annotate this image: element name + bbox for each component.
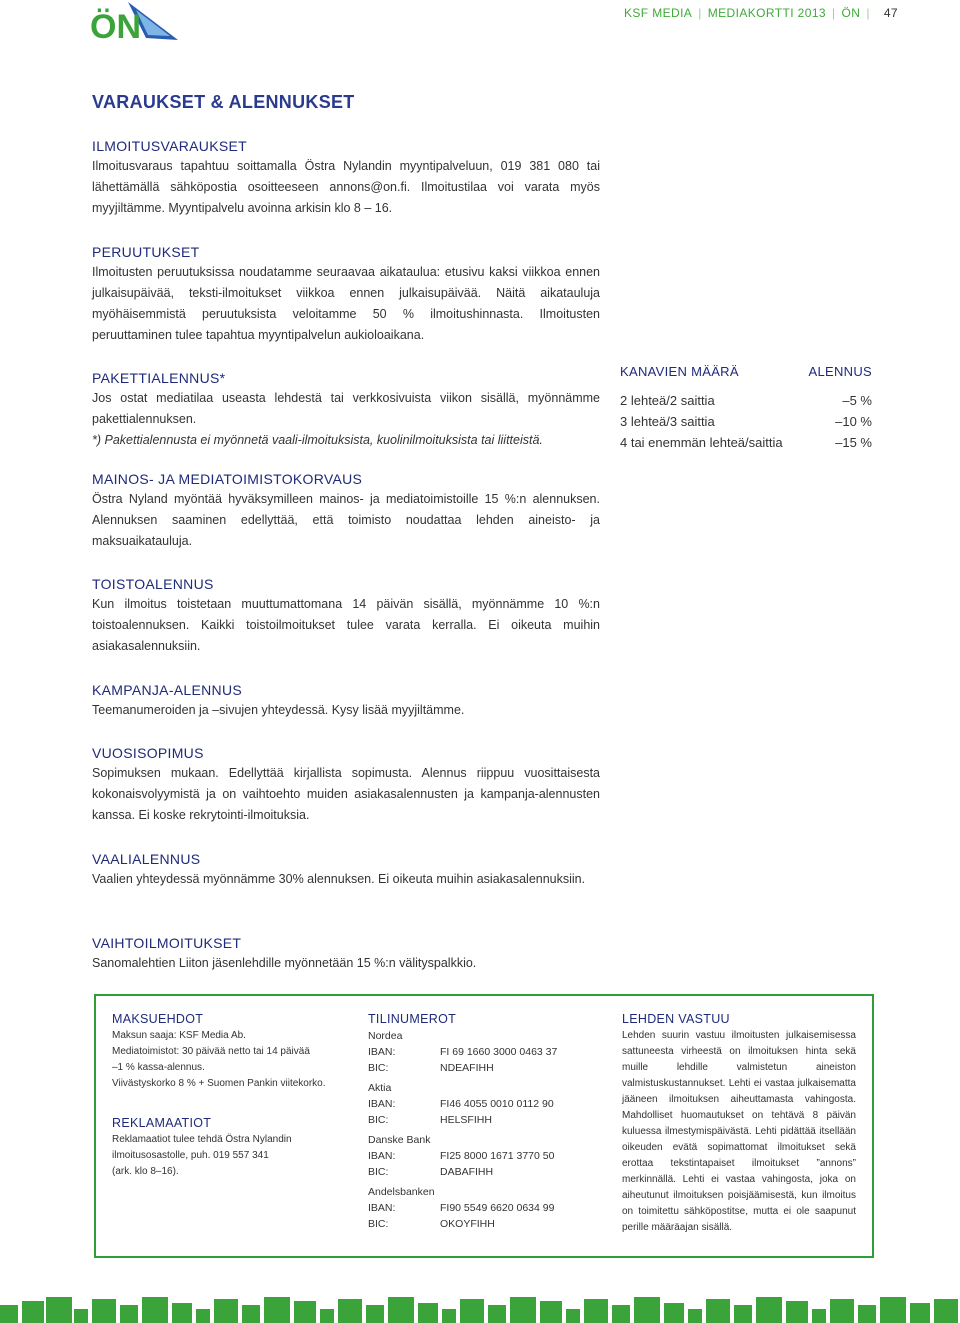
bank-name: Aktia xyxy=(368,1082,392,1094)
header-doc: MEDIAKORTTI 2013 xyxy=(707,6,826,20)
section-text: Sanomalehtien Liiton jäsenlehdille myönnetään 15 %:n välityspalkkio. xyxy=(92,956,477,970)
bank-bic: BIC: NDEAFIHH xyxy=(368,1062,494,1074)
footer-square xyxy=(142,1297,168,1323)
footer-square xyxy=(786,1301,808,1323)
box-heading: MAKSUEHDOT xyxy=(112,1012,204,1026)
table-row xyxy=(620,411,872,432)
section-title: KAMPANJA-ALENNUS xyxy=(92,682,243,698)
footer-square xyxy=(510,1297,536,1323)
section-toistoalennus xyxy=(92,574,600,657)
footer-square xyxy=(242,1305,260,1323)
footer-square xyxy=(664,1303,684,1323)
footer-square xyxy=(388,1297,414,1323)
footer-square xyxy=(540,1301,562,1323)
footer-square xyxy=(934,1299,958,1323)
section-title: VAIHTOILMOITUKSET xyxy=(92,935,242,951)
section-vaihtoilmoitukset xyxy=(92,933,600,974)
header-paper: ÖN xyxy=(841,6,861,20)
footer-square xyxy=(172,1303,192,1323)
box-heading: TILINUMEROT xyxy=(368,1012,457,1026)
footer-square xyxy=(830,1299,854,1323)
box-text: Lehden suurin vastuu ilmoitusten julkaisemisessa sattuneesta virheestä on ilmoituksen hinta sekä muille lehdille valmistetun aineiston valmistuskustannukset. Lehti ei vastaa julkaisematta jääneen ilmoituksen aiheuttamasta vahingosta. Mahdolliset huomautukset on tehtävä 8 päivän kuluessa ilmestymispäivästä. Lehti pidättää itsellään oikeuden evätä sopimattomat ilmoitukset sekä erottaa tekstintapaiset ilmoitukset ”annons” merkinnällä. Lehti ei vastaa vahingosta, joka on aiheutunut ilmoituksen poisjäämisestä, kun ilmoitus on toimitettu sähköpostitse, mutta ei ole saapunut perille määräajan sisällä. xyxy=(622,1030,856,1233)
section-text: Östra Nyland myöntää hyväksymilleen mainos- ja mediatoimistoille 15 %:n alennuksen. Alennuksen saaminen edellyttää, että toimisto noudattaa lehden aineisto- ja maksuaikatauluja. xyxy=(92,492,600,548)
bank-iban: IBAN: FI 69 1660 3000 0463 37 xyxy=(368,1046,558,1058)
footer-square xyxy=(734,1305,752,1323)
section-title: MAINOS- JA MEDIATOIMISTOKORVAUS xyxy=(92,471,363,487)
section-kampanja-alennus xyxy=(92,680,600,721)
box-heading: LEHDEN VASTUU xyxy=(622,1012,730,1026)
box-heading: REKLAMAATIOT xyxy=(112,1116,212,1130)
bank-name: Andelsbanken xyxy=(368,1186,435,1198)
footer-square xyxy=(418,1303,438,1323)
bank-iban: IBAN: FI25 8000 1671 3770 50 xyxy=(368,1150,555,1162)
bank-bic: BIC: HELSFIHH xyxy=(368,1114,492,1126)
on-logo xyxy=(90,0,180,44)
box-line: Viivästyskorko 8 % + Suomen Pankin viitekorko. xyxy=(112,1078,326,1089)
header-publisher: KSF MEDIA xyxy=(623,6,693,20)
bank-iban: IBAN: FI90 5549 6620 0634 99 xyxy=(368,1202,555,1214)
footer-square xyxy=(366,1305,384,1323)
discount-table xyxy=(620,362,872,453)
footer-square xyxy=(338,1299,362,1323)
column-header: KANAVIEN MÄÄRÄ xyxy=(620,364,739,379)
info-box xyxy=(94,994,874,1258)
section-mainoskorvaus xyxy=(92,469,600,552)
lehden-vastuu-column xyxy=(622,1010,856,1236)
column-header: ALENNUS xyxy=(808,364,872,379)
bank-name: Nordea xyxy=(368,1030,403,1042)
footer-square xyxy=(488,1305,506,1323)
footer-square xyxy=(0,1305,18,1323)
maksuehdot-column xyxy=(112,1010,348,1180)
section-title: ILMOITUSVARAUKSET xyxy=(92,138,247,154)
table-row xyxy=(620,432,872,453)
footer-square xyxy=(688,1309,702,1323)
section-title: TOISTOALENNUS xyxy=(92,576,214,592)
section-vuosisopimus xyxy=(92,743,600,826)
footer-square xyxy=(92,1299,116,1323)
footer-square xyxy=(566,1309,580,1323)
section-text: Ilmoitusvaraus tapahtuu soittamalla Östra Nylandin myyntipalveluun, 019 381 080 tai lähettämällä sähköpostia osoitteeseen annons@on.fi. Ilmoitustilaa voi varata myös myyjiltämme. Myyntipalvelu avoinna arkisin klo 8 – 16. xyxy=(92,159,600,215)
footnote: *) Pakettialennusta ei myönnetä vaali-ilmoituksista, kuolinilmoituksista tai liitteistä. xyxy=(92,433,543,447)
bank-iban: IBAN: FI46 4055 0010 0112 90 xyxy=(368,1098,554,1110)
row-value: –5 % xyxy=(842,393,872,408)
footer-square xyxy=(442,1309,456,1323)
footer-square xyxy=(612,1305,630,1323)
section-pakettialennus xyxy=(92,368,600,451)
section-text: Vaalien yhteydessä myönnämme 30% alennuksen. Ei oikeuta muihin asiakasalennuksiin. xyxy=(92,872,586,886)
footer-square xyxy=(120,1305,138,1323)
section-text: Sopimuksen mukaan. Edellyttää kirjallista sopimusta. Alennus riippuu vuosittaisesta kokonaisvolyymistä ja on vaihtoehto muiden asiakasalennusten ja kampanja-alennusten kanssa. Ei koske rekrytointi-ilmoituksia. xyxy=(92,766,600,822)
section-text: Jos ostat mediatilaa useasta lehdestä tai verkkosivuista viikon sisällä, myönnämme pakettialennuksen. xyxy=(92,391,600,426)
footer-square xyxy=(460,1299,484,1323)
section-vaalialennus xyxy=(92,849,600,890)
section-peruutukset xyxy=(92,242,600,346)
section-title: VUOSISOPIMUS xyxy=(92,745,204,761)
footer-square xyxy=(756,1297,782,1323)
bank-bic: BIC: OKOYFIHH xyxy=(368,1218,495,1230)
bank-bic: BIC: DABAFIHH xyxy=(368,1166,494,1178)
table-header xyxy=(620,362,872,382)
footer-square xyxy=(214,1299,238,1323)
section-ilmoitusvaraukset xyxy=(92,136,600,219)
section-text: Teemanumeroiden ja –sivujen yhteydessä. Kysy lisää myyjiltämme. xyxy=(92,703,465,717)
box-line: –1 % kassa-alennus. xyxy=(112,1062,205,1073)
footer-square xyxy=(294,1301,316,1323)
page-title: VARAUKSET & ALENNUKSET xyxy=(92,92,355,112)
footer-square xyxy=(584,1299,608,1323)
footer-square xyxy=(880,1297,906,1323)
footer-square xyxy=(22,1301,44,1323)
footer-square xyxy=(74,1309,88,1323)
footer-square xyxy=(46,1297,72,1323)
footer-square xyxy=(910,1303,930,1323)
logo-text: ÖN xyxy=(90,8,141,44)
footer-square xyxy=(812,1309,826,1323)
page-number: 47 xyxy=(883,6,898,20)
row-value: –15 % xyxy=(835,435,872,450)
footer-square xyxy=(196,1309,210,1323)
footer-square xyxy=(634,1297,660,1323)
row-label: 4 tai enemmän lehteä/saittia xyxy=(620,435,783,450)
footer-square xyxy=(706,1299,730,1323)
footer-square xyxy=(320,1309,334,1323)
row-value: –10 % xyxy=(835,414,872,429)
footer-decoration xyxy=(0,1297,960,1323)
box-line: ilmoitusosastolle, puh. 019 557 341 xyxy=(112,1150,269,1161)
box-line: Reklamaatiot tulee tehdä Östra Nylandin xyxy=(112,1134,292,1145)
box-line: (ark. klo 8–16). xyxy=(112,1166,179,1177)
table-row xyxy=(620,390,872,411)
box-line: Mediatoimistot: 30 päivää netto tai 14 päivää xyxy=(112,1046,310,1057)
section-text: Kun ilmoitus toistetaan muuttumattomana 14 päivän sisällä, myönnämme 10 %:n toistoalennuksen. Kaikki toistoilmoitukset tulee varata kerralla. Ei oikeuta muihin asiakasalennuksiin. xyxy=(92,597,600,653)
row-label: 2 lehteä/2 saittia xyxy=(620,393,715,408)
box-line: Maksun saaja: KSF Media Ab. xyxy=(112,1030,246,1041)
section-title: PERUUTUKSET xyxy=(92,244,200,260)
section-title: PAKETTIALENNUS* xyxy=(92,370,226,386)
row-label: 3 lehteä/3 saittia xyxy=(620,414,715,429)
bank-name: Danske Bank xyxy=(368,1134,431,1146)
tilinumerot-column xyxy=(368,1010,598,1232)
footer-square xyxy=(858,1305,876,1323)
running-header: KSF MEDIA | MEDIAKORTTI 2013 | ÖN | 47 xyxy=(623,6,898,20)
footer-square xyxy=(264,1297,290,1323)
section-title: VAALIALENNUS xyxy=(92,851,201,867)
section-text: Ilmoitusten peruutuksissa noudatamme seuraavaa aikataulua: etusivu kaksi viikkoa ennen julkaisupäivää, teksti-ilmoitukset viikkoa ennen julkaisupäivää. Näitä aikatauluja myöhäisemmistä peruutuksista veloitamme 50 % ilmoitushinnasta. Ilmoitusten peruuttaminen tulee tapahtua myyntipalvelun aukioloaikana. xyxy=(92,265,600,342)
